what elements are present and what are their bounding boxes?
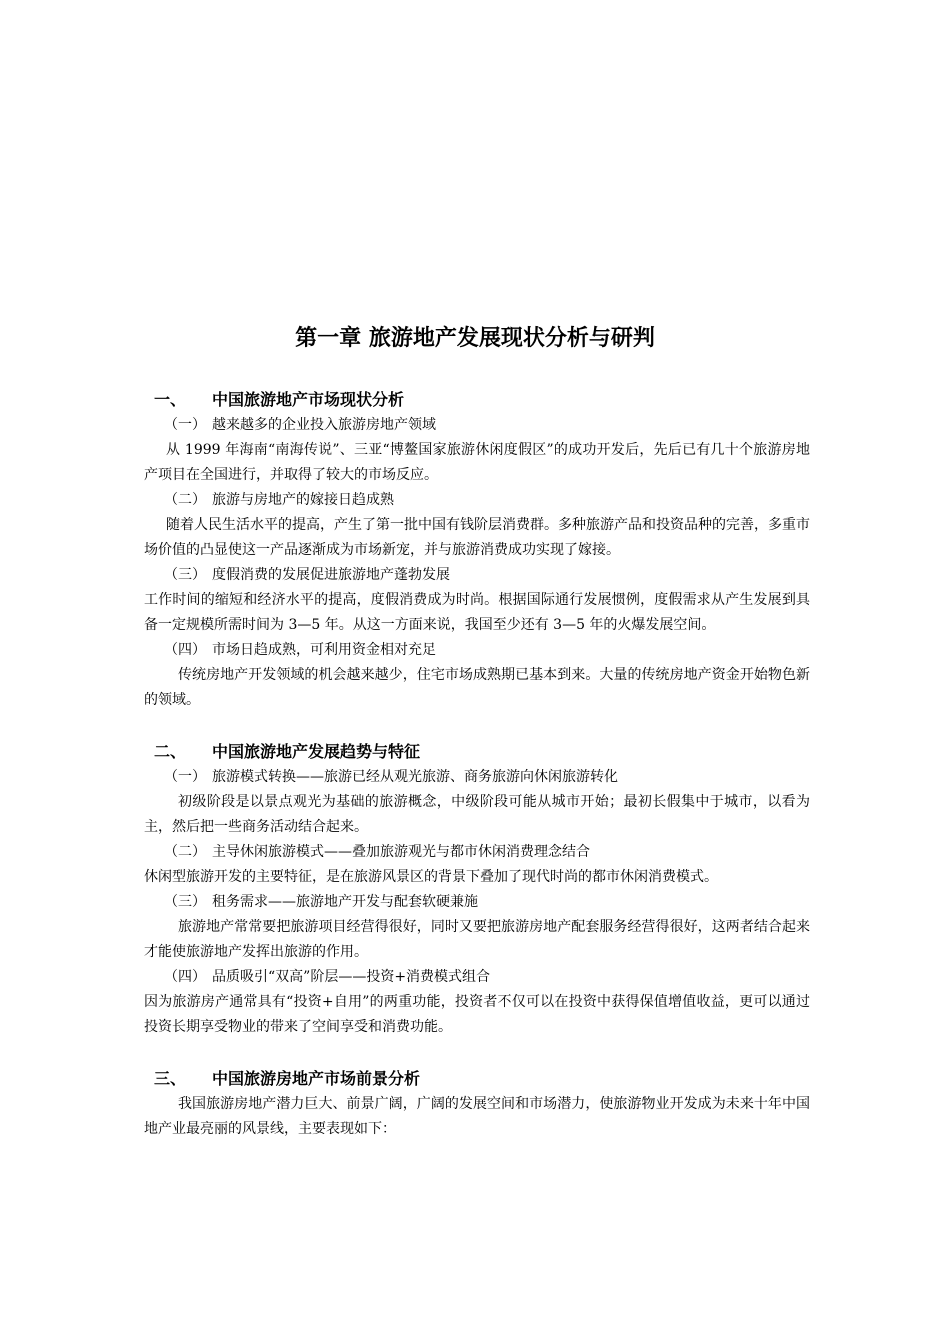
section-heading-3 <box>144 1066 810 1092</box>
subsection-number: （四） <box>164 642 206 658</box>
subsection-title: 越来越多的企业投入旅游房地产领域 <box>212 417 436 433</box>
section-spacer <box>144 713 810 739</box>
subsection-heading-2-2 <box>144 840 810 865</box>
paragraph: 初级阶段是以景点观光为基础的旅游概念，中级阶段可能从城市开始；最初长假集中于城市，以看为主，然后把一些商务活动结合起来。 <box>144 794 810 835</box>
section-number: 三、 <box>154 1069 187 1088</box>
document-body <box>144 387 810 1142</box>
subsection-heading-1-1 <box>144 413 810 438</box>
subsection-heading-1-3 <box>144 563 810 588</box>
subsection-number: （一） <box>164 769 206 785</box>
subsection-title: 主导休闲旅游模式——叠加旅游观光与都市休闲消费理念结合 <box>212 844 590 860</box>
subsection-heading-2-4 <box>144 965 810 990</box>
subsection-title: 旅游与房地产的嫁接日趋成熟 <box>212 492 394 508</box>
section-number: 二、 <box>154 742 187 761</box>
paragraph: 旅游地产常常要把旅游项目经营得很好，同时又要把旅游房地产配套服务经营得很好，这两者结合起来才能使旅游地产发挥出旅游的作用。 <box>144 919 810 960</box>
section-heading-1 <box>144 387 810 413</box>
paragraph: 从 1999 年海南“南海传说”、三亚“博鳌国家旅游休闲度假区”的成功开发后，先后已有几十个旅游房地产项目在全国进行，并取得了较大的市场反应。 <box>144 442 810 483</box>
section-spacer <box>144 1040 810 1066</box>
subsection-number: （三） <box>164 894 206 910</box>
paragraph: 休闲型旅游开发的主要特征，是在旅游风景区的背景下叠加了现代时尚的都市休闲消费模式。 <box>144 869 718 885</box>
subsection-number: （一） <box>164 417 206 433</box>
section-number: 一、 <box>154 390 187 409</box>
paragraph: 因为旅游房产通常具有“投资+自用”的两重功能，投资者不仅可以在投资中获得保值增值收益，更可以通过投资长期享受物业的带来了空间享受和消费功能。 <box>144 994 810 1035</box>
subsection-title: 市场日趋成熟，可利用资金相对充足 <box>212 642 436 658</box>
subsection-title: 租务需求——旅游地产开发与配套软硬兼施 <box>212 894 478 910</box>
section-title: 中国旅游房地产市场前景分析 <box>212 1069 421 1088</box>
paragraph: 传统房地产开发领域的机会越来越少，住宅市场成熟期已基本到来。大量的传统房地产资金开始物色新的领域。 <box>144 667 810 708</box>
subsection-title: 品质吸引“双高”阶层——投资+消费模式组合 <box>212 969 491 985</box>
subsection-heading-1-2 <box>144 488 810 513</box>
paragraph: 我国旅游房地产潜力巨大、前景广阔，广阔的发展空间和市场潜力，使旅游物业开发成为未来十年中国地产业最亮丽的风景线，主要表现如下： <box>144 1096 810 1137</box>
subsection-number: （三） <box>164 567 206 583</box>
subsection-number: （二） <box>164 492 206 508</box>
section-title: 中国旅游地产发展趋势与特征 <box>212 742 421 761</box>
section-heading-2 <box>144 739 810 765</box>
subsection-heading-2-1 <box>144 765 810 790</box>
paragraph: 随着人民生活水平的提高，产生了第一批中国有钱阶层消费群。多种旅游产品和投资品种的完善，多重市场价值的凸显使这一产品逐渐成为市场新宠，并与旅游消费成功实现了嫁接。 <box>144 517 810 558</box>
subsection-number: （四） <box>164 969 206 985</box>
subsection-title: 旅游模式转换——旅游已经从观光旅游、商务旅游向休闲旅游转化 <box>212 769 618 785</box>
subsection-heading-1-4 <box>144 638 810 663</box>
subsection-heading-2-3 <box>144 890 810 915</box>
subsection-title: 度假消费的发展促进旅游地产蓬勃发展 <box>212 567 450 583</box>
subsection-number: （二） <box>164 844 206 860</box>
section-title: 中国旅游地产市场现状分析 <box>212 390 405 409</box>
chapter-title: 第一章 旅游地产发展现状分析与研判 <box>295 326 655 351</box>
paragraph: 工作时间的缩短和经济水平的提高，度假消费成为时尚。根据国际通行发展惯例，度假需求从产生发展到具备一定规模所需时间为 3—5 年。从这一方面来说，我国至少还有 3—5 年的火爆发展空间。 <box>144 592 810 633</box>
